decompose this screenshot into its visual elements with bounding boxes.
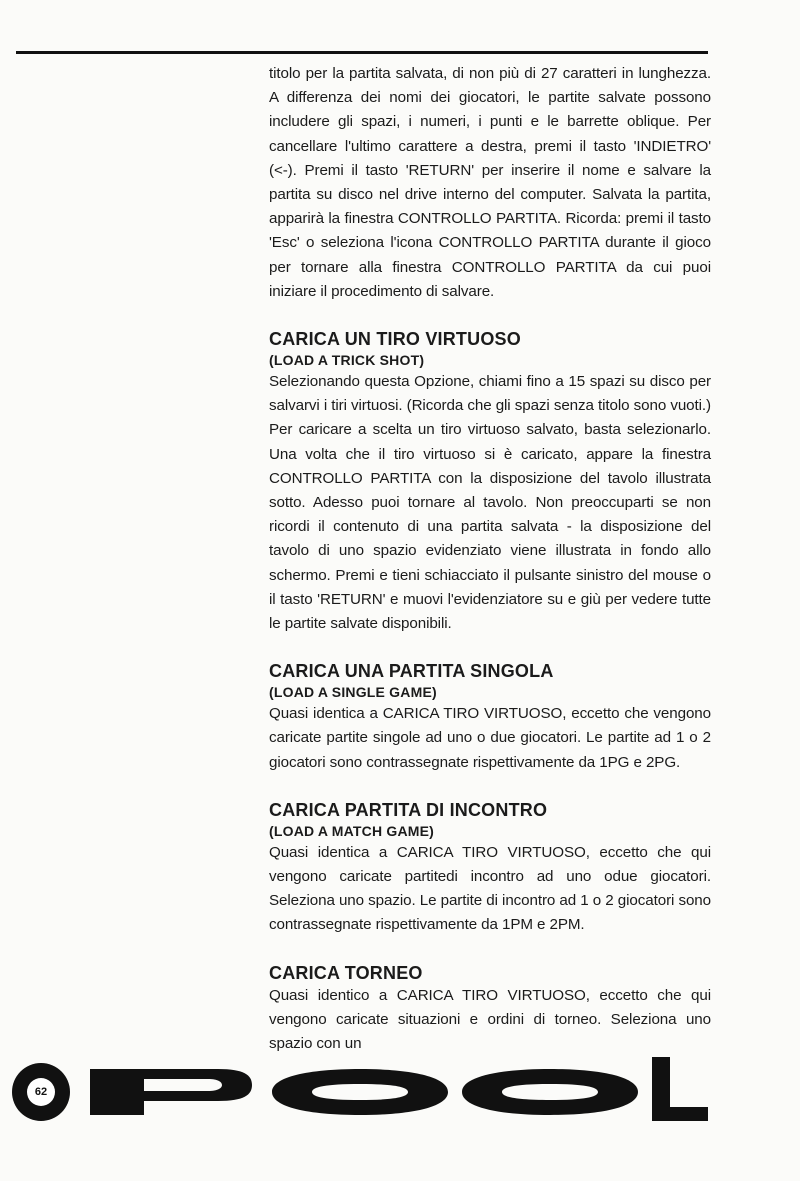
- section-title: CARICA TORNEO: [269, 962, 423, 983]
- section-title: CARICA UN TIRO VIRTUOSO: [269, 329, 521, 350]
- section-body: Selezionando questa Opzione, chiami fino a 15 spazi su disco per salvarvi i tiri virtuosi. (Ricorda che gli spazi senza titolo sono vuoti.) Per caricare a scelta un tiro virtuoso salvato, basta selezionarlo. Una volta che il tiro virtuoso si è caricato, appare la finestra CONTROLLO PARTITA con la disposizione del tavolo illustrata sotto. Adesso puoi tornare al tavolo. Non preoccuparti se non ricordi il contenuto di una partita salvata - la disposizione del tavolo di uno spazio evidenziato viene illustrata in fondo allo schermo. Premi e tieni schiacciato il pulsante sinistro del mouse o il tasto 'RETURN' e muovi l'evidenziatore su e giù per vedere tutte le partite salvate disponibili.: [269, 373, 711, 633]
- section-title: CARICA UNA PARTITA SINGOLA: [269, 661, 554, 682]
- section-subtitle: (LOAD A SINGLE GAME): [269, 684, 437, 701]
- section-load-trick-shot: [269, 328, 711, 636]
- page-number-badge: [12, 1063, 70, 1121]
- section-subtitle: (LOAD A TRICK SHOT): [269, 352, 425, 369]
- section-body: Quasi identico a CARICA TIRO VIRTUOSO, eccetto che qui vengono caricate situazioni e ordini di torneo. Seleziona uno spazio con un: [269, 986, 711, 1053]
- section-title: CARICA PARTITA DI INCONTRO: [269, 799, 548, 820]
- pool-logo: [12, 1055, 712, 1125]
- top-rule: [16, 51, 708, 54]
- section-subtitle: (LOAD A MATCH GAME): [269, 822, 435, 839]
- section-load-single-game: [269, 660, 711, 775]
- intro-paragraph: titolo per la partita salvata, di non più di 27 caratteri in lunghezza. A differenza dei nomi dei giocatori, le partite salvate possono includere gli spazi, i numeri, i punti e le barrette oblique. Per cancellare l'ultimo carattere a destra, premi il tasto 'INDIETRO' (<-). Premi il tasto 'RETURN' per inserire il nome e salvare la partita su disco nel drive interno del computer. Salvata la partita, apparirà la finestra CONTROLLO PARTITA. Ricorda: premi il tasto 'Esc' o seleziona l'icona CONTROLLO PARTITA durante il gioco per tornare alla finestra CONTROLLO PARTITA da cui puoi iniziare il procedimento di salvare.: [269, 65, 711, 300]
- section-body: Quasi identica a CARICA TIRO VIRTUOSO, eccetto che qui vengono caricate partitedi incontro ad uno odue giocatori. Seleziona uno spazio. Le partite di incontro ad 1 o 2 giocatori sono contrassegnate rispettivamente da 1PM e 2PM.: [269, 843, 711, 934]
- page-footer: [12, 1055, 712, 1125]
- page-content: [269, 62, 711, 1056]
- section-body: Quasi identica a CARICA TIRO VIRTUOSO, eccetto che vengono caricate partite singole ad uno o due giocatori. Le partite ad 1 o 2 giocatori sono contrassegnate rispettivamente da 1PG e 2PG.: [269, 705, 711, 771]
- page-number: 62: [27, 1078, 55, 1106]
- section-load-match-game: [269, 799, 711, 938]
- section-load-tournament: [269, 962, 711, 1057]
